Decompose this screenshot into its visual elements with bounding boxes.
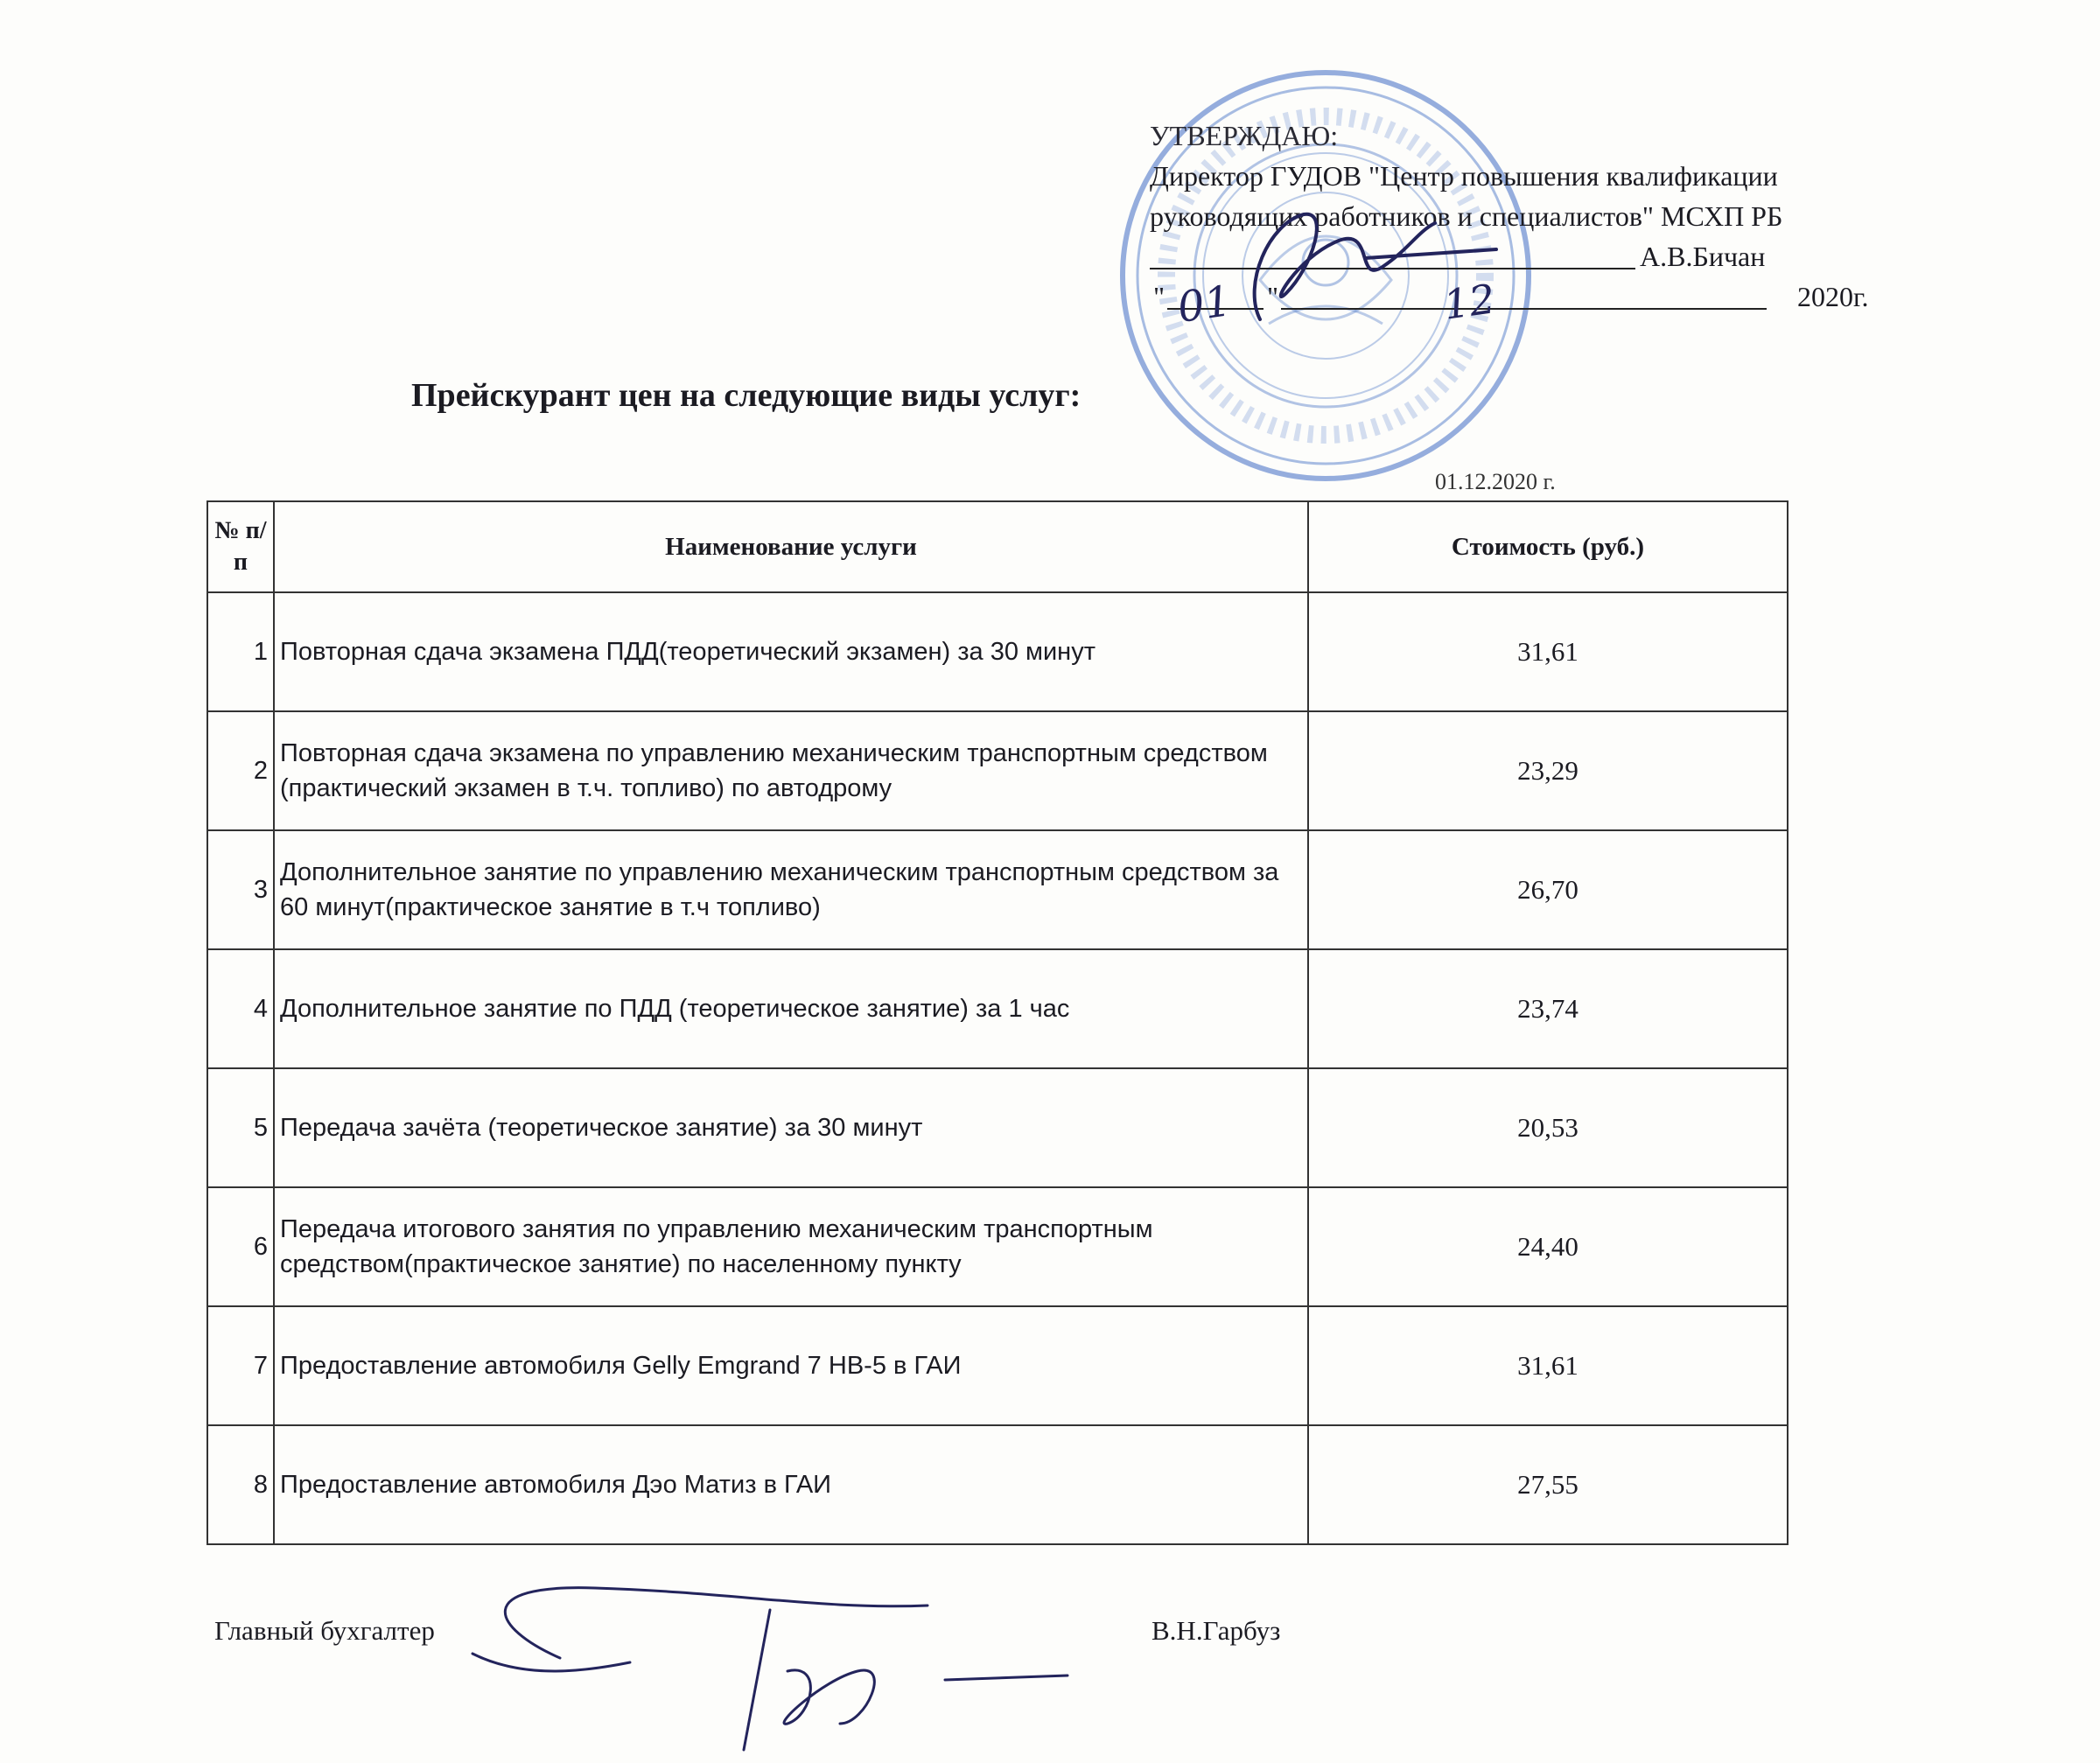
row-price: 24,40 — [1308, 1187, 1788, 1306]
handwritten-day: 01 — [1174, 276, 1235, 332]
row-service-name: Дополнительное занятие по ПДД (теоретическое занятие) за 1 час — [274, 949, 1308, 1068]
row-price: 31,61 — [1308, 592, 1788, 711]
row-num: 8 — [207, 1425, 274, 1544]
header-price: Стоимость (руб.) — [1308, 501, 1788, 592]
header-name: Наименование услуги — [274, 501, 1308, 592]
row-num: 3 — [207, 830, 274, 949]
table-row — [207, 711, 1788, 830]
table-row — [207, 1187, 1788, 1306]
approval-heading: УТВЕРЖДАЮ: — [1150, 120, 1339, 151]
table-row — [207, 830, 1788, 949]
approval-signer-name: А.В.Бичан — [1640, 241, 1766, 272]
row-price: 26,70 — [1308, 830, 1788, 949]
quote-open: " — [1153, 281, 1166, 312]
table-header-row — [207, 501, 1788, 592]
chief-accountant-label: Главный бухгалтер — [214, 1615, 435, 1646]
table-row — [207, 949, 1788, 1068]
handwritten-month: 12 — [1440, 275, 1499, 329]
row-service-name: Предоставление автомобиля Дэо Матиз в ГАИ — [274, 1425, 1308, 1544]
chief-accountant-name: В.Н.Гарбуз — [1152, 1615, 1281, 1646]
price-table — [206, 500, 1788, 1545]
row-num: 4 — [207, 949, 274, 1068]
row-price: 20,53 — [1308, 1068, 1788, 1187]
row-service-name: Повторная сдача экзамена по управлению механическим транспортным средством (практический экзамен в т.ч. топливо) по автодрому — [274, 711, 1308, 830]
row-num: 2 — [207, 711, 274, 830]
row-service-name: Дополнительное занятие по управлению механическим транспортным средством за 60 минут(практическое занятие в т.ч топливо) — [274, 830, 1308, 949]
row-price: 23,29 — [1308, 711, 1788, 830]
table-row — [207, 1068, 1788, 1187]
document-title: Прейскурант цен на следующие виды услуг: — [411, 377, 1082, 414]
row-price: 23,74 — [1308, 949, 1788, 1068]
accountant-signature — [455, 1575, 1085, 1763]
table-row — [207, 592, 1788, 711]
header-num: № п/п — [207, 501, 274, 592]
approval-year: 2020г. — [1797, 281, 1869, 312]
document-date: 01.12.2020 г. — [1435, 469, 1556, 494]
row-service-name: Передача итогового занятия по управлению механическим транспортным средством(практическое занятие) по населенному пункту — [274, 1187, 1308, 1306]
row-service-name: Предоставление автомобиля Gelly Emgrand 7 HB-5 в ГАИ — [274, 1306, 1308, 1425]
table-row — [207, 1425, 1788, 1544]
row-num: 7 — [207, 1306, 274, 1425]
row-num: 5 — [207, 1068, 274, 1187]
table-row — [207, 1306, 1788, 1425]
row-num: 6 — [207, 1187, 274, 1306]
row-price: 27,55 — [1308, 1425, 1788, 1544]
row-service-name: Повторная сдача экзамена ПДД(теоретический экзамен) за 30 минут — [274, 592, 1308, 711]
director-signature — [1208, 188, 1505, 363]
quote-close: " — [1267, 281, 1279, 312]
approval-position-line1: Директор ГУДОВ "Центр повышения квалификации — [1150, 160, 1778, 192]
row-price: 31,61 — [1308, 1306, 1788, 1425]
row-service-name: Передача зачёта (теоретическое занятие) за 30 минут — [274, 1068, 1308, 1187]
approval-position-line2: руководящих работников и специалистов" МСХП РБ — [1150, 200, 1783, 232]
row-num: 1 — [207, 592, 274, 711]
